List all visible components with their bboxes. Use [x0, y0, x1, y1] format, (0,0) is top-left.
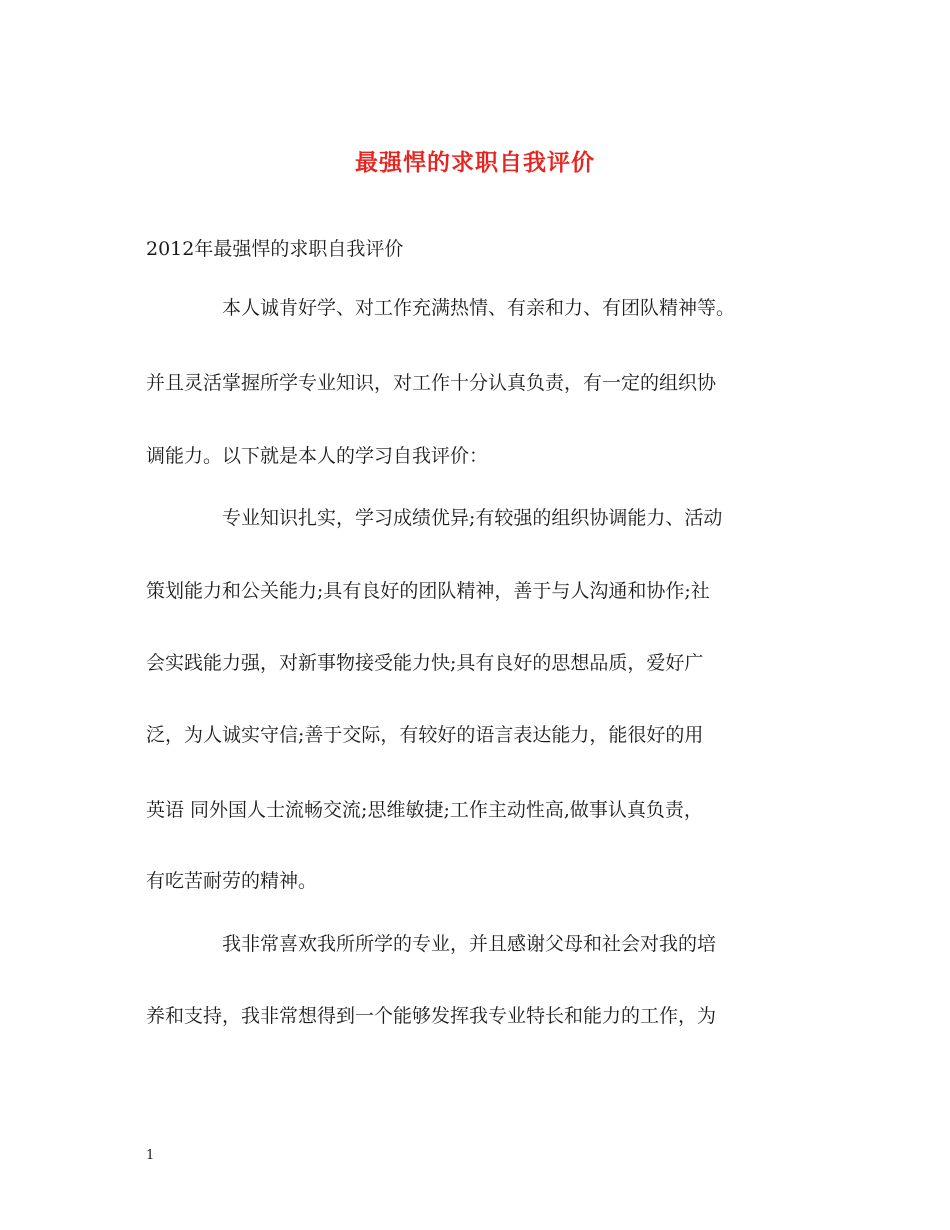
paragraph-line: 本人诚肯好学、对工作充满热情、有亲和力、有团队精神等。: [222, 297, 736, 319]
paragraph-line: 专业知识扎实，学习成绩优异;有较强的组织协调能力、活动: [222, 507, 723, 529]
paragraph-line: 我非常喜欢我所所学的专业，并且感谢父母和社会对我的培: [222, 933, 717, 955]
document-subtitle: 2012年最强悍的求职自我评价: [146, 238, 404, 260]
paragraph-line: 有吃苦耐劳的精神。: [146, 870, 318, 892]
paragraph-line: 英语 同外国人士流畅交流;思维敏捷;工作主动性高,做事认真负责，: [146, 799, 703, 821]
paragraph-line: 泛，为人诚实守信;善于交际，有较好的语言表达能力，能很好的用: [146, 724, 704, 746]
paragraph-line: 会实践能力强，对新事物接受能力快;具有良好的思想品质，爱好广: [146, 652, 704, 674]
document-title: 最强悍的求职自我评价: [355, 149, 595, 176]
paragraph-line: 并且灵活掌握所学专业知识，对工作十分认真负责，有一定的组织协: [146, 372, 717, 394]
paragraph-line: 养和支持，我非常想得到一个能够发挥我专业特长和能力的工作，为: [146, 1005, 717, 1027]
paragraph-line: 调能力。以下就是本人的学习自我评价：: [146, 445, 489, 467]
paragraph-line: 策划能力和公关能力;具有良好的团队精神，善于与人沟通和协作;社: [146, 580, 710, 602]
page-number: 1: [146, 1148, 155, 1163]
